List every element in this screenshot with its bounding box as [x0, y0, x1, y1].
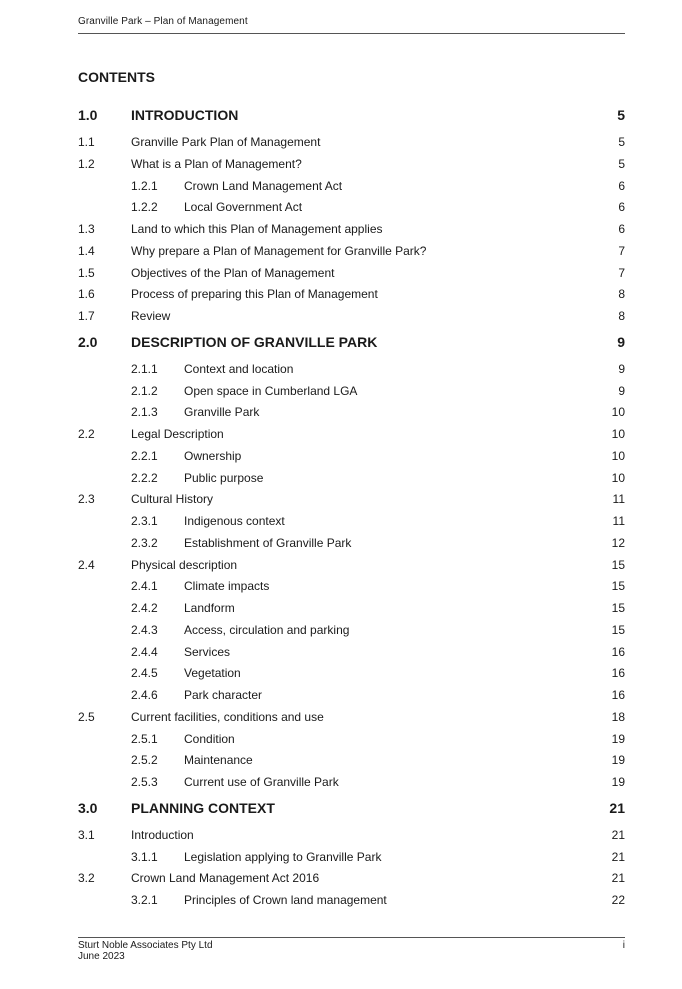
- toc-title: Why prepare a Plan of Management for Granville Park?: [131, 243, 427, 258]
- toc-title: What is a Plan of Management?: [131, 156, 302, 171]
- toc-number: 2.4.6: [131, 688, 158, 702]
- toc-entry-row[interactable]: [78, 284, 625, 306]
- toc-entry-row[interactable]: [78, 132, 625, 154]
- toc-number: 2.5.3: [131, 775, 158, 789]
- toc-section-row[interactable]: [78, 105, 625, 126]
- toc-page-number: 21: [609, 799, 625, 816]
- toc-title: Local Government Act: [184, 200, 303, 215]
- toc-entry-row[interactable]: [78, 707, 625, 729]
- toc-title: Indigenous context: [184, 514, 285, 528]
- toc-title: Principles of Crown land management: [184, 893, 387, 907]
- toc-page-number: 8: [618, 287, 625, 302]
- toc-number: 2.1.3: [131, 405, 158, 420]
- toc-title: Current facilities, conditions and use: [131, 709, 324, 724]
- toc-title: Services: [184, 644, 231, 659]
- footer-date: June 2023: [78, 951, 125, 962]
- toc-entry-row[interactable]: [78, 825, 625, 847]
- toc-number: 3.1.1: [131, 849, 158, 864]
- toc-subentry-row[interactable]: [78, 598, 625, 620]
- toc-page-number: 7: [618, 265, 625, 280]
- toc-page-number: 15: [611, 601, 625, 615]
- toc-page-number: 9: [617, 333, 625, 350]
- toc-page-number: 21: [611, 827, 625, 842]
- toc-subentry-row[interactable]: [78, 642, 625, 664]
- toc-section-row[interactable]: [78, 798, 625, 819]
- toc-page-number: 11: [612, 514, 625, 528]
- toc-title: Cultural History: [131, 492, 214, 507]
- toc-page-number: 5: [617, 107, 625, 123]
- toc-subentry-row[interactable]: [78, 402, 625, 424]
- toc-title: Climate impacts: [184, 579, 270, 594]
- toc-title: Context and location: [184, 361, 294, 376]
- toc-page-number: 15: [611, 622, 625, 637]
- toc-number: 2.5.2: [131, 753, 158, 768]
- toc-page-number: 6: [618, 222, 625, 236]
- toc-number: 2.2: [78, 427, 95, 441]
- toc-page-number: 21: [611, 849, 625, 864]
- toc-page-number: 5: [618, 156, 625, 171]
- toc-subentry-row[interactable]: [78, 468, 625, 490]
- toc-subentry-row[interactable]: [78, 533, 625, 555]
- toc-title: Vegetation: [184, 666, 241, 681]
- toc-section-row[interactable]: [78, 332, 625, 353]
- toc-page-number: 15: [611, 557, 625, 572]
- toc-entry-row[interactable]: [78, 489, 625, 511]
- toc-page-number: 10: [611, 470, 625, 485]
- toc-title: Legislation applying to Granville Park: [184, 849, 382, 864]
- toc-subentry-row[interactable]: [78, 847, 625, 869]
- toc-page-number: 7: [618, 243, 625, 258]
- toc-page-number: 9: [618, 361, 625, 376]
- toc-page-number: 19: [611, 731, 625, 746]
- toc-page-number: 10: [611, 448, 625, 463]
- toc-subentry-row[interactable]: [78, 729, 625, 751]
- toc-number: 1.2.2: [131, 200, 158, 215]
- toc-page-number: 8: [618, 309, 625, 323]
- footer-page-number: i: [622, 940, 625, 951]
- contents-heading: CONTENTS: [78, 69, 155, 85]
- toc-subentry-row[interactable]: [78, 620, 625, 642]
- toc-page-number: 16: [611, 666, 625, 681]
- toc-number: 2.3.1: [131, 514, 158, 528]
- toc-page-number: 11: [612, 492, 625, 507]
- toc-title: Current use of Granville Park: [184, 775, 339, 789]
- toc-number: 1.3: [78, 222, 95, 236]
- toc-subentry-row[interactable]: [78, 772, 625, 794]
- toc-subentry-row[interactable]: [78, 446, 625, 468]
- toc-title: Legal Description: [131, 427, 224, 441]
- running-header: Granville Park – Plan of Management: [78, 16, 248, 27]
- toc-title: Land to which this Plan of Management applies: [131, 222, 383, 236]
- toc-title: Maintenance: [184, 753, 253, 768]
- toc-page-number: 10: [611, 427, 625, 441]
- toc-title: Crown Land Management Act: [184, 178, 343, 193]
- toc-subentry-row[interactable]: [78, 663, 625, 685]
- toc-title: Process of preparing this Plan of Management: [131, 287, 378, 302]
- toc-number: 2.3: [78, 492, 95, 507]
- toc-number: 2.4.4: [131, 644, 158, 659]
- toc-title: Establishment of Granville Park: [184, 535, 352, 550]
- toc-title: DESCRIPTION OF GRANVILLE PARK: [131, 333, 378, 350]
- toc-number: 2.2.1: [131, 448, 158, 463]
- toc-title: Granville Park Plan of Management: [131, 135, 321, 149]
- toc-number: 2.4.5: [131, 666, 158, 681]
- toc-number: 2.3.2: [131, 535, 158, 550]
- toc-number: 1.4: [78, 243, 95, 258]
- toc-number: 1.2.1: [131, 178, 158, 193]
- toc-entry-row[interactable]: [78, 424, 625, 446]
- footer-divider: [78, 937, 625, 938]
- toc-number: 1.7: [78, 309, 95, 323]
- toc-title: Review: [131, 309, 171, 323]
- toc-page-number: 16: [611, 644, 625, 659]
- toc-page-number: 16: [611, 688, 625, 702]
- toc-title: Public purpose: [184, 470, 264, 485]
- toc-title: Granville Park: [184, 405, 260, 420]
- toc-page-number: 10: [611, 405, 625, 420]
- toc-title: PLANNING CONTEXT: [131, 799, 275, 816]
- toc-subentry-row[interactable]: [78, 511, 625, 533]
- toc-subentry-row[interactable]: [78, 359, 625, 381]
- toc-number: 1.5: [78, 265, 95, 280]
- toc-entry-row[interactable]: [78, 306, 625, 328]
- toc-subentry-row[interactable]: [78, 197, 625, 219]
- toc-subentry-row[interactable]: [78, 176, 625, 198]
- toc-entry-row[interactable]: [78, 263, 625, 285]
- toc-page-number: 15: [611, 579, 625, 594]
- toc-title: Open space in Cumberland LGA: [184, 383, 358, 398]
- toc-page-number: 18: [611, 709, 625, 724]
- toc-number: 1.6: [78, 287, 95, 302]
- header-divider: [78, 33, 625, 34]
- toc-page-number: 19: [611, 775, 625, 789]
- toc-title: Ownership: [184, 448, 242, 463]
- toc-page-number: 6: [618, 200, 625, 215]
- toc-number: 2.1.2: [131, 383, 158, 398]
- toc-number: 3.2: [78, 871, 95, 886]
- toc-number: 1.0: [78, 107, 98, 123]
- toc-page-number: 9: [618, 383, 625, 398]
- toc-subentry-row[interactable]: [78, 576, 625, 598]
- toc-entry-row[interactable]: [78, 555, 625, 577]
- toc-page-number: 22: [611, 893, 625, 907]
- toc-page-number: 21: [611, 871, 625, 886]
- toc-page-number: 5: [618, 135, 625, 149]
- toc-title: INTRODUCTION: [131, 107, 239, 123]
- toc-entry-row[interactable]: [78, 868, 625, 890]
- toc-page-number: 19: [611, 753, 625, 768]
- toc-number: 2.5.1: [131, 731, 158, 746]
- toc-number: 3.2.1: [131, 893, 158, 907]
- toc-subentry-row[interactable]: [78, 890, 625, 912]
- toc-number: 3.0: [78, 799, 98, 816]
- toc-page-number: 12: [611, 535, 625, 550]
- toc-title: Access, circulation and parking: [184, 622, 350, 637]
- table-of-contents: [78, 100, 625, 912]
- footer-company: Sturt Noble Associates Pty Ltd: [78, 940, 213, 951]
- toc-entry-row[interactable]: [78, 154, 625, 176]
- toc-page-number: 6: [618, 178, 625, 193]
- toc-entry-row[interactable]: [78, 219, 625, 241]
- toc-title: Physical description: [131, 557, 238, 572]
- toc-title: Crown Land Management Act 2016: [131, 871, 320, 886]
- toc-subentry-row[interactable]: [78, 685, 625, 707]
- toc-title: Introduction: [131, 827, 194, 842]
- toc-title: Objectives of the Plan of Management: [131, 265, 335, 280]
- page-footer: [78, 940, 625, 962]
- toc-title: Landform: [184, 601, 235, 615]
- toc-subentry-row[interactable]: [78, 750, 625, 772]
- toc-number: 2.2.2: [131, 470, 158, 485]
- toc-number: 1.1: [78, 135, 95, 149]
- toc-number: 2.4.3: [131, 622, 158, 637]
- toc-number: 2.5: [78, 709, 95, 724]
- toc-number: 3.1: [78, 827, 95, 842]
- toc-title: Condition: [184, 731, 235, 746]
- toc-number: 1.2: [78, 156, 95, 171]
- toc-title: Park character: [184, 688, 263, 702]
- toc-number: 2.0: [78, 333, 98, 350]
- toc-number: 2.1.1: [131, 361, 158, 376]
- toc-subentry-row[interactable]: [78, 381, 625, 403]
- toc-entry-row[interactable]: [78, 241, 625, 263]
- toc-number: 2.4.1: [131, 579, 158, 594]
- toc-number: 2.4.2: [131, 601, 158, 615]
- toc-number: 2.4: [78, 557, 95, 572]
